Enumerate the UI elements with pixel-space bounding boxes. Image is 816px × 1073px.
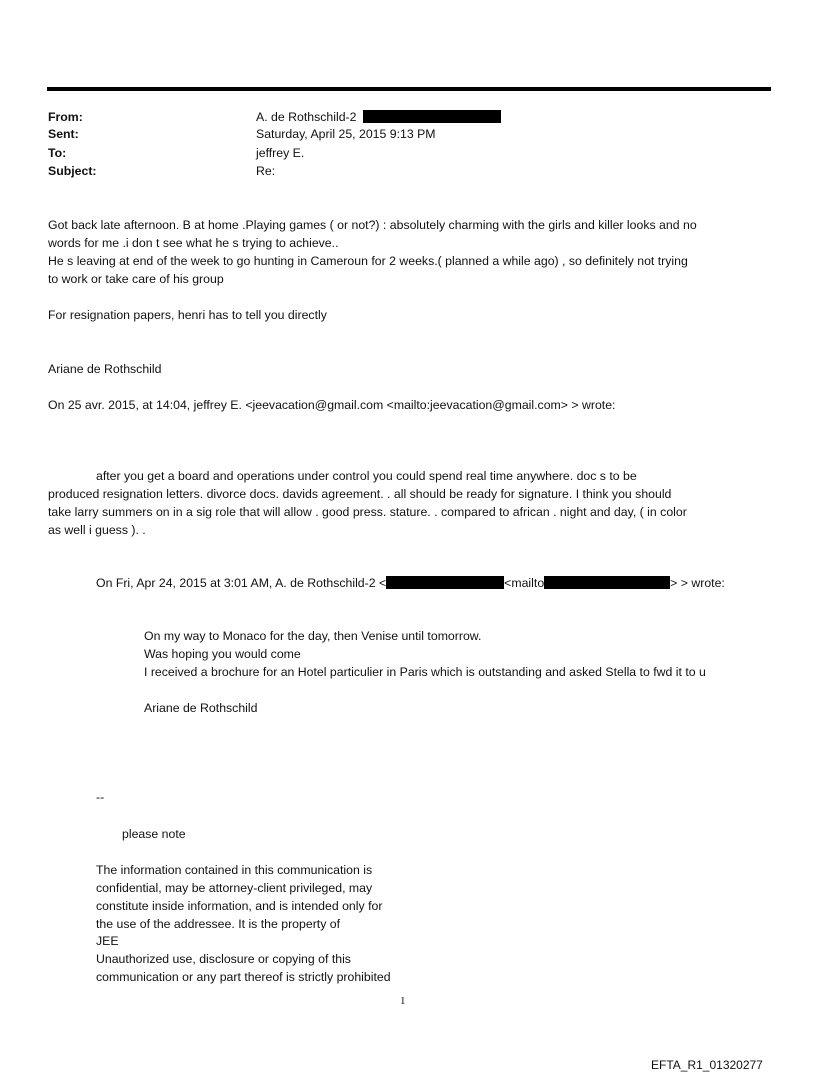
disclaimer-line: The information contained in this communication is bbox=[96, 863, 373, 877]
reply-line: after you get a board and operations under control you could spend real time anywhere. doc s to be bbox=[96, 469, 637, 483]
body-line: to work or take care of his group bbox=[48, 272, 224, 286]
quote-header: On 25 avr. 2015, at 14:04, jeffrey E. <jeevacation@gmail.com <mailto:jeevacation@gmail.com> > wrote: bbox=[48, 398, 616, 412]
disclaimer-line: JEE bbox=[96, 934, 119, 948]
document-id: EFTA_R1_01320277 bbox=[651, 1058, 763, 1072]
quote-header-text: On Fri, Apr 24, 2015 at 3:01 AM, A. de Rothschild-2 < bbox=[96, 576, 387, 590]
sent-label: Sent: bbox=[48, 127, 79, 141]
disclaimer-line: Unauthorized use, disclosure or copying of this bbox=[96, 952, 351, 966]
disclaimer-line: constitute inside information, and is intended only for bbox=[96, 899, 383, 913]
from-label: From: bbox=[48, 110, 83, 124]
inner-line: On my way to Monaco for the day, then Venise until tomorrow. bbox=[144, 629, 482, 643]
to-label: To: bbox=[48, 146, 67, 160]
subject-value: Re: bbox=[256, 164, 276, 178]
body-line: He s leaving at end of the week to go hunting in Cameroun for 2 weeks.( planned a while ago) , so definitely not trying bbox=[48, 254, 688, 268]
signature: Ariane de Rothschild bbox=[144, 701, 258, 715]
quote-header bbox=[96, 574, 725, 592]
please-note: please note bbox=[122, 827, 186, 841]
sent-value: Saturday, April 25, 2015 9:13 PM bbox=[256, 127, 436, 141]
from-name: A. de Rothschild-2 bbox=[256, 110, 357, 124]
redaction-bar bbox=[363, 110, 501, 123]
separator-dashes: -- bbox=[96, 790, 105, 804]
redaction-bar bbox=[544, 576, 670, 589]
inner-line: I received a brochure for an Hotel particulier in Paris which is outstanding and asked Stella to fwd it to u bbox=[144, 665, 706, 679]
quote-header-wrote: > > wrote: bbox=[670, 576, 725, 590]
page-number: 1 bbox=[400, 995, 406, 1007]
signature: Ariane de Rothschild bbox=[48, 362, 162, 376]
reply-line: take larry summers on in a sig role that will allow . good press. stature. . compared to african . night and day, ( in color bbox=[48, 505, 687, 519]
disclaimer-line: communication or any part thereof is strictly prohibited bbox=[96, 970, 391, 984]
body-line: words for me .i don t see what he s trying to achieve.. bbox=[48, 236, 339, 250]
reply-line: produced resignation letters. divorce docs. davids agreement. . all should be ready for signature. I think you should bbox=[48, 487, 672, 501]
to-value: jeffrey E. bbox=[256, 146, 305, 160]
body-line: For resignation papers, henri has to tell you directly bbox=[48, 308, 327, 322]
disclaimer-line: the use of the addressee. It is the property of bbox=[96, 917, 341, 931]
disclaimer-line: confidential, may be attorney-client privileged, may bbox=[96, 881, 373, 895]
from-value bbox=[256, 108, 501, 126]
subject-label: Subject: bbox=[48, 164, 97, 178]
body-line: Got back late afternoon. B at home .Playing games ( or not?) : absolutely charming with the girls and killer looks and no bbox=[48, 218, 697, 232]
inner-line: Was hoping you would come bbox=[144, 647, 301, 661]
reply-line: as well i guess ). . bbox=[48, 523, 146, 537]
quote-header-mailto: <mailto bbox=[504, 576, 545, 590]
header-rule bbox=[47, 87, 771, 91]
redaction-bar bbox=[386, 576, 504, 589]
